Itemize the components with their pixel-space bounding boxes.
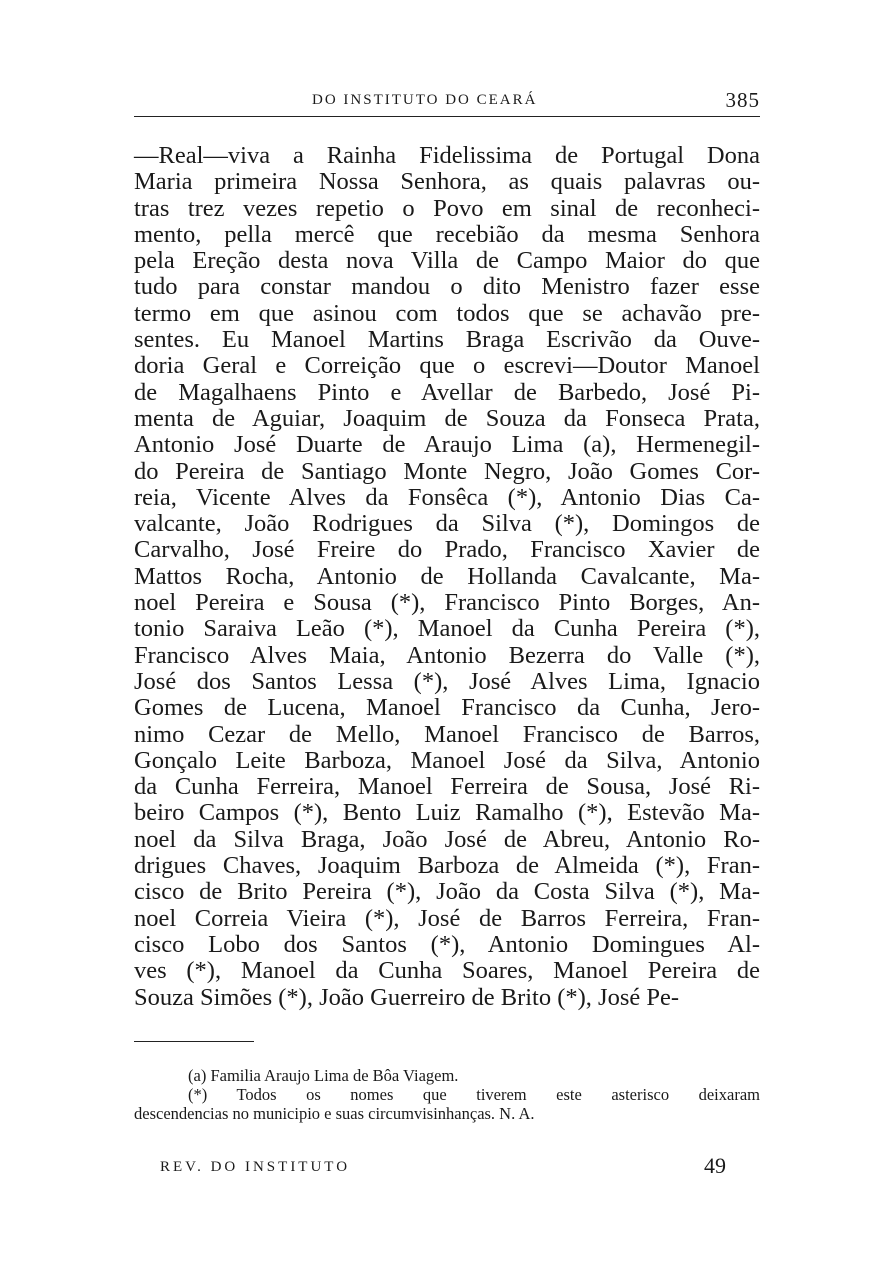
body-line: tudo para constar mandou o dito Menistro fazer esse <box>134 273 760 301</box>
body-line: Antonio José Duarte de Araujo Lima (a), Hermenegil- <box>134 431 760 459</box>
running-title: DO INSTITUTO DO CEARÁ <box>312 92 538 108</box>
body-line: Francisco Alves Maia, Antonio Bezerra do Valle (*), <box>134 641 760 669</box>
body-line: termo em que asinou com todos que se achavão pre- <box>134 299 760 327</box>
running-header <box>134 88 760 117</box>
body-line: noel Pereira e Sousa (*), Francisco Pinto Borges, An- <box>134 589 760 617</box>
body-line: menta de Aguiar, Joaquim de Souza da Fonseca Prata, <box>134 404 760 432</box>
body-line: beiro Campos (*), Bento Luiz Ramalho (*), Estevão Ma- <box>134 799 760 827</box>
body-line: doria Geral e Correição que o escrevi—Doutor Manoel <box>134 352 760 380</box>
page-number: 385 <box>725 88 760 112</box>
body-line: José dos Santos Lessa (*), José Alves Lima, Ignacio <box>134 667 760 695</box>
signature-footer <box>134 1153 760 1183</box>
body-line: noel da Silva Braga, João José de Abreu, Antonio Ro- <box>134 825 760 853</box>
body-line: de Magalhaens Pinto e Avellar de Barbedo, José Pi- <box>134 378 760 406</box>
footnote-asterisk-line-1: (*) Todos os nomes que tiverem este asterisco deixaram <box>188 1084 760 1104</box>
body-line: valcante, João Rodrigues da Silva (*), Domingos de <box>134 510 760 538</box>
body-line: sentes. Eu Manoel Martins Braga Escrivão da Ouve- <box>134 326 760 354</box>
footnotes <box>134 1066 760 1123</box>
footnote-asterisk-line-2: descendencias no municipio e suas circumvisinhanças. N. A. <box>134 1103 535 1123</box>
body-text <box>134 143 760 1011</box>
body-line: drigues Chaves, Joaquim Barboza de Almeida (*), Fran- <box>134 852 760 880</box>
body-line: Mattos Rocha, Antonio de Hollanda Cavalcante, Ma- <box>134 562 760 590</box>
body-line: noel Correia Vieira (*), José de Barros Ferreira, Fran- <box>134 904 760 932</box>
signature-mark: REV. DO INSTITUTO <box>160 1158 351 1175</box>
body-line: Carvalho, José Freire do Prado, Francisco Xavier de <box>134 536 760 564</box>
body-line: Gonçalo Leite Barboza, Manoel José da Silva, Antonio <box>134 746 760 774</box>
body-line: mento, pella mercê que recebião da mesma Senhora <box>134 220 760 248</box>
body-line: do Pereira de Santiago Monte Negro, João Gomes Cor- <box>134 457 760 485</box>
body-line: cisco Lobo dos Santos (*), Antonio Domingues Al- <box>134 930 760 958</box>
footnote-a: (a) Familia Araujo Lima de Bôa Viagem. <box>188 1065 459 1085</box>
signature-number: 49 <box>704 1152 726 1178</box>
body-line: ves (*), Manoel da Cunha Soares, Manoel Pereira de <box>134 957 760 985</box>
body-line: Gomes de Lucena, Manoel Francisco da Cunha, Jero- <box>134 694 760 722</box>
book-page <box>134 88 760 1183</box>
body-line: cisco de Brito Pereira (*), João da Costa Silva (*), Ma- <box>134 878 760 906</box>
body-line: tras trez vezes repetio o Povo em sinal de reconheci- <box>134 194 760 222</box>
body-line: Maria primeira Nossa Senhora, as quais palavras ou- <box>134 168 760 196</box>
body-line: reia, Vicente Alves da Fonsêca (*), Antonio Dias Ca- <box>134 483 760 511</box>
body-line: nimo Cezar de Mello, Manoel Francisco de Barros, <box>134 720 760 748</box>
body-line: pela Ereção desta nova Villa de Campo Maior do que <box>134 247 760 275</box>
body-line: Souza Simões (*), João Guerreiro de Brito (*), José Pe- <box>134 983 680 1011</box>
body-line: da Cunha Ferreira, Manoel Ferreira de Sousa, José Ri- <box>134 773 760 801</box>
body-line: tonio Saraiva Leão (*), Manoel da Cunha Pereira (*), <box>134 615 760 643</box>
footnote-rule <box>134 1041 254 1042</box>
body-line: —Real—viva a Rainha Fidelissima de Portugal Dona <box>134 142 760 169</box>
